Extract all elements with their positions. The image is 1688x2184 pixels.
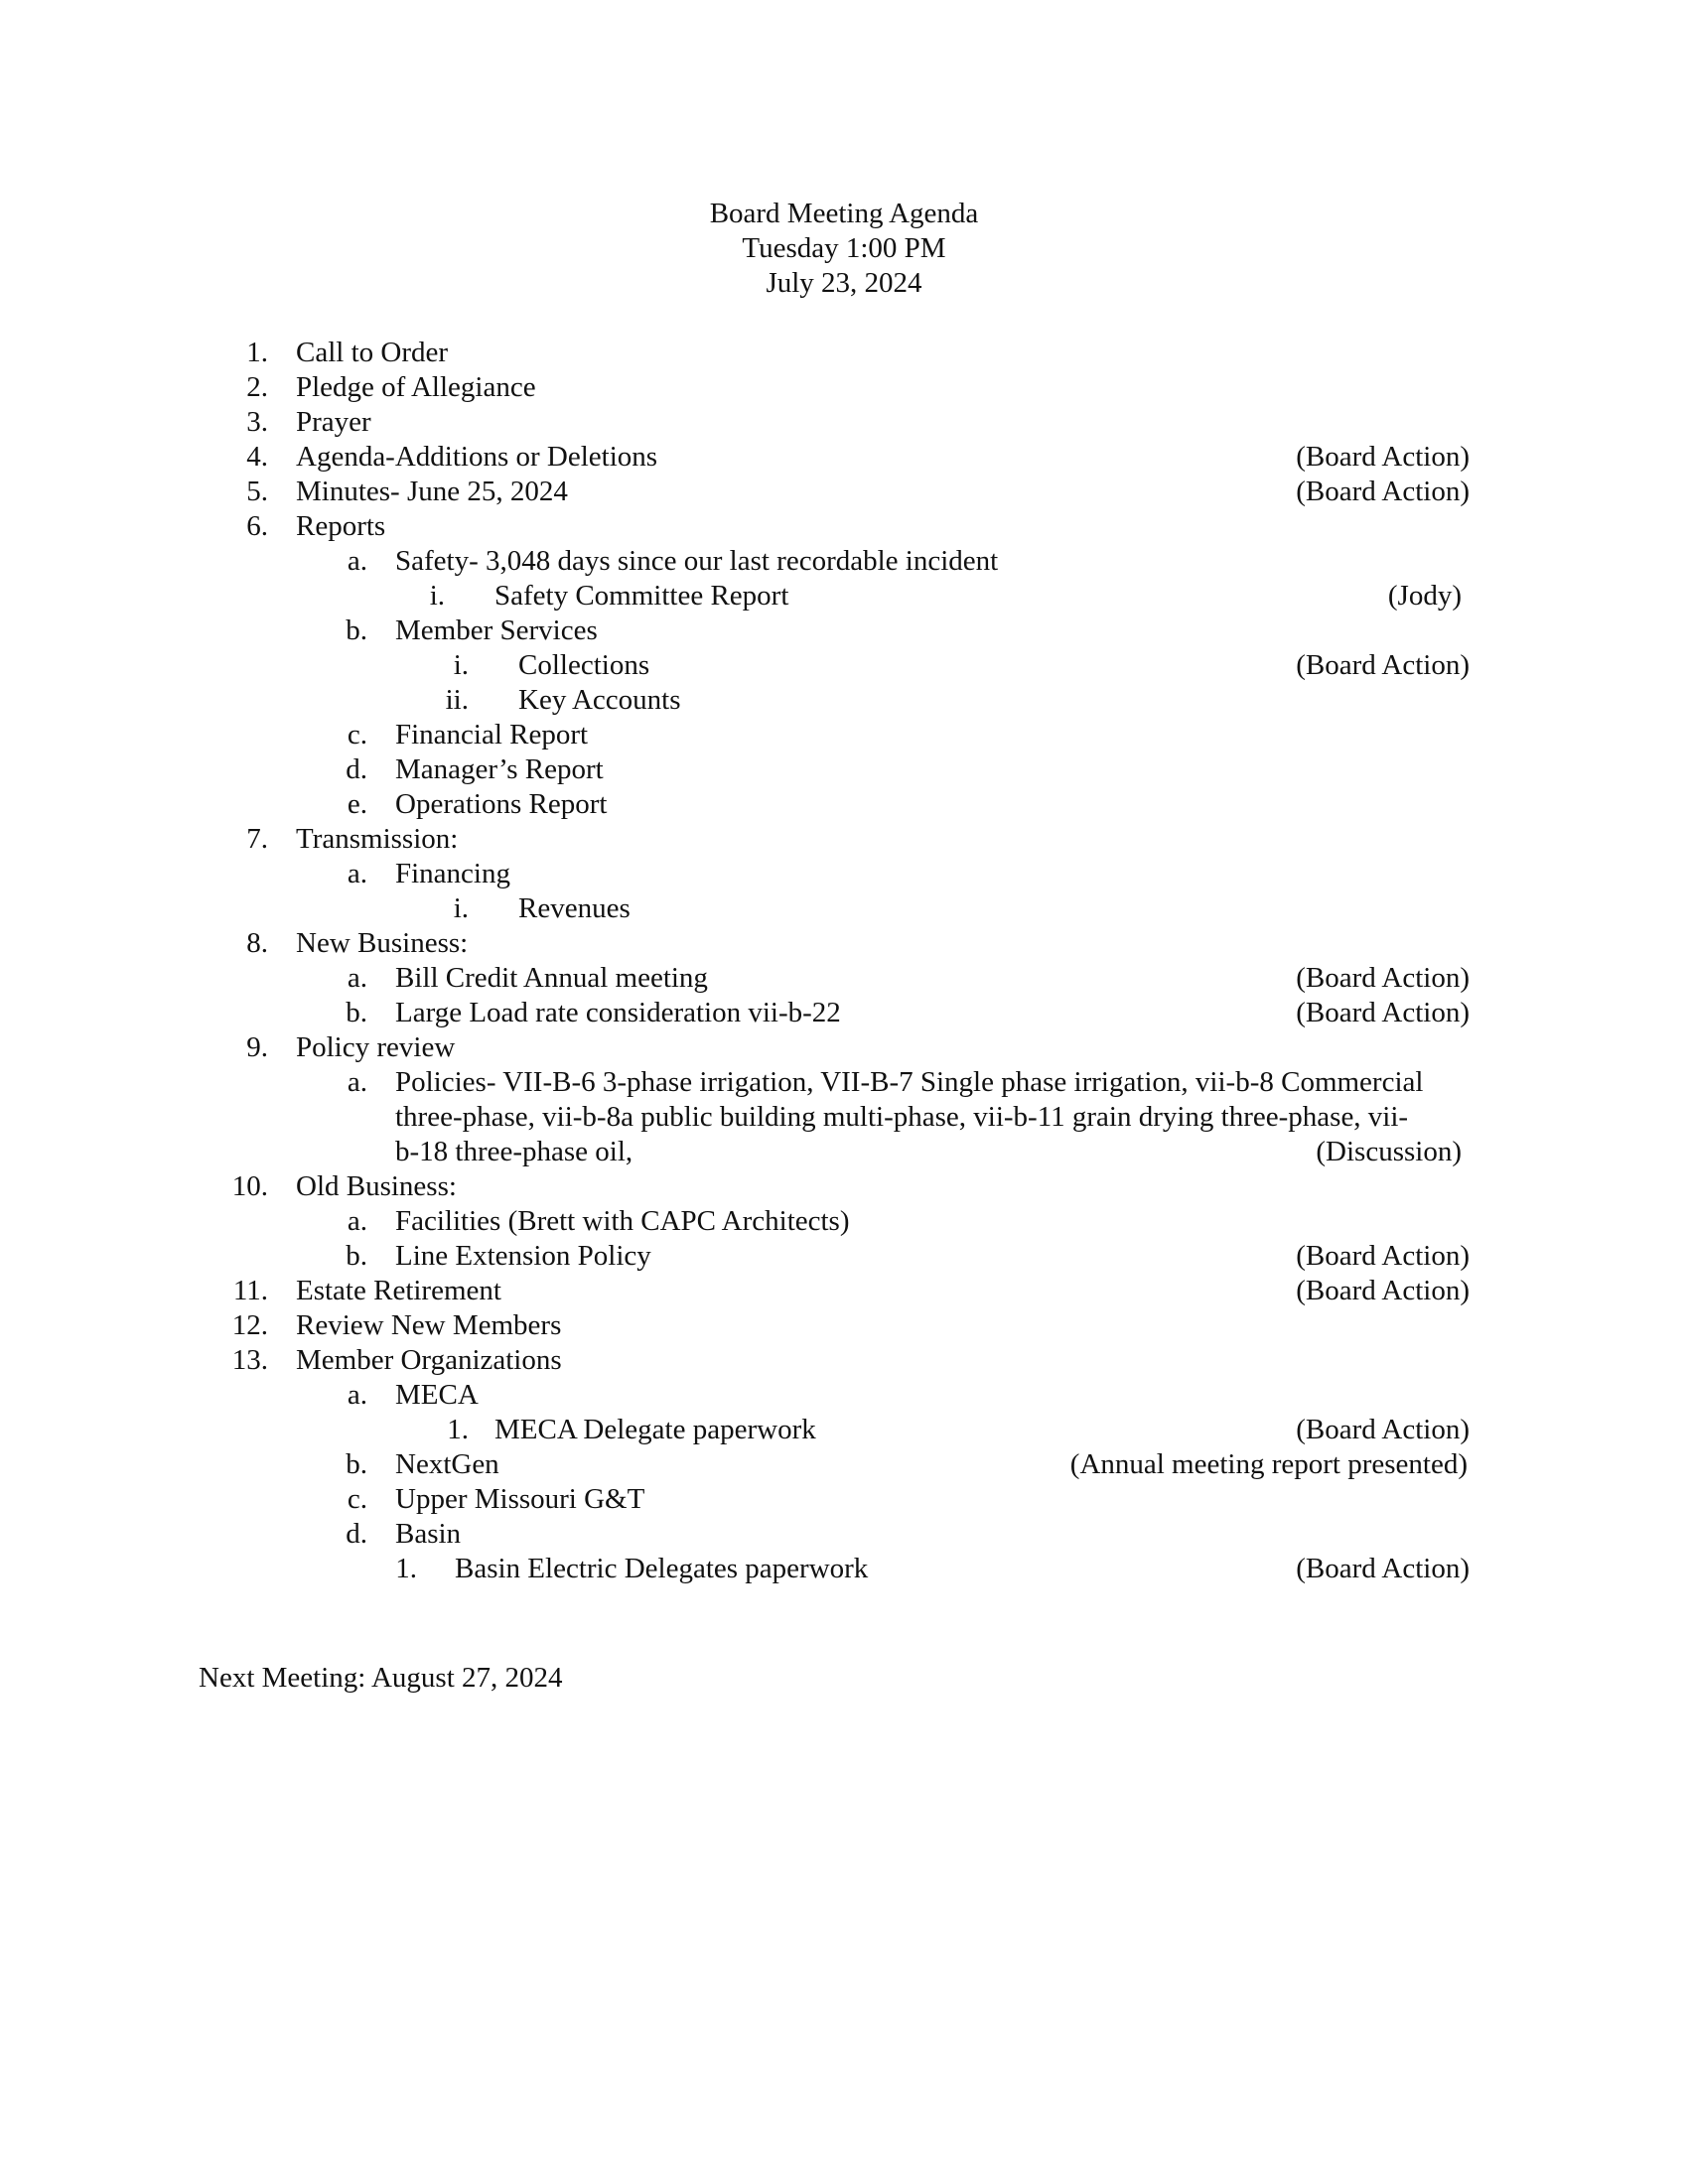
item-text: Pledge of Allegiance <box>296 371 536 403</box>
action-note: (Board Action) <box>1296 1553 1470 1584</box>
agenda-item <box>0 370 1688 405</box>
item-text: New Business: <box>296 927 469 959</box>
agenda-item <box>0 926 1688 961</box>
item-text: Transmission: <box>296 823 459 855</box>
item-text: Revenues <box>518 892 631 924</box>
item-text: Minutes- June 25, 2024 <box>296 476 568 507</box>
item-number: 4. <box>246 441 268 473</box>
item-text: MECA Delegate paperwork <box>494 1414 816 1445</box>
meeting-date: July 23, 2024 <box>766 267 922 299</box>
item-number: 3. <box>246 406 268 438</box>
item-text: MECA <box>395 1379 479 1411</box>
agenda-subsubitem <box>0 891 1688 926</box>
agenda-title: Board Meeting Agenda <box>709 198 979 229</box>
item-letter: d. <box>346 753 367 785</box>
agenda-subitem <box>0 718 1688 752</box>
item-letter: b. <box>346 1240 367 1272</box>
item-roman: ii. <box>445 684 469 716</box>
item-letter: c. <box>347 1483 367 1515</box>
item-roman: i. <box>453 892 469 924</box>
agenda-item <box>0 336 1688 370</box>
item-text: Policy review <box>296 1031 456 1063</box>
item-text: Financial Report <box>395 719 589 751</box>
agenda-item <box>0 1030 1688 1065</box>
item-text: Collections <box>518 649 650 681</box>
agenda-subitem <box>0 752 1688 787</box>
item-number: 1. <box>395 1553 417 1584</box>
action-note: (Board Action) <box>1296 1275 1470 1306</box>
item-text: Basin <box>395 1518 462 1550</box>
item-letter: d. <box>346 1518 367 1550</box>
item-text: Review New Members <box>296 1309 562 1341</box>
agenda-subitem <box>0 544 1688 579</box>
report-note: (Annual meeting report presented) <box>1069 1448 1468 1480</box>
agenda-item <box>0 1308 1688 1343</box>
item-number: 1. <box>447 1414 469 1445</box>
item-text: Prayer <box>296 406 371 438</box>
item-text: Bill Credit Annual meeting <box>395 962 708 994</box>
item-letter: c. <box>347 719 367 751</box>
item-text: Estate Retirement <box>296 1275 501 1306</box>
item-text: Upper Missouri G&T <box>395 1483 645 1515</box>
item-number: 12. <box>231 1309 268 1341</box>
agenda-item <box>0 1169 1688 1204</box>
item-letter: a. <box>347 1205 367 1237</box>
policy-line-3: b-18 three-phase oil, <box>395 1136 633 1167</box>
agenda-subitem <box>0 1378 1688 1413</box>
agenda-subitem <box>0 1517 1688 1552</box>
item-text: Manager’s Report <box>395 753 604 785</box>
item-number: 1. <box>246 337 268 368</box>
item-number: 10. <box>231 1170 268 1202</box>
item-roman: i. <box>453 649 469 681</box>
action-note: (Board Action) <box>1296 441 1470 473</box>
item-text: Member Organizations <box>296 1344 562 1376</box>
item-number: 11. <box>232 1275 268 1306</box>
item-text: Call to Order <box>296 337 449 368</box>
item-text: NextGen <box>395 1448 499 1480</box>
action-note: (Board Action) <box>1296 649 1470 681</box>
item-text: Line Extension Policy <box>395 1240 651 1272</box>
item-number: 8. <box>246 927 268 959</box>
item-letter: a. <box>347 545 367 577</box>
agenda-subitem <box>0 1065 1688 1100</box>
item-text: Safety Committee Report <box>494 580 789 612</box>
agenda-item <box>0 1343 1688 1378</box>
item-number: 13. <box>231 1344 268 1376</box>
item-number: 7. <box>246 823 268 855</box>
agenda-subitem <box>0 857 1688 891</box>
meeting-time: Tuesday 1:00 PM <box>742 232 946 264</box>
action-note: (Board Action) <box>1296 1240 1470 1272</box>
policy-line-1: Policies- VII-B-6 3-phase irrigation, VII-B-7 Single phase irrigation, vii-b-8 Commercial <box>395 1066 1424 1098</box>
presenter-note: (Jody) <box>1387 580 1462 612</box>
item-letter: b. <box>346 614 367 646</box>
item-letter: e. <box>347 788 367 820</box>
item-number: 2. <box>246 371 268 403</box>
action-note: (Board Action) <box>1296 962 1470 994</box>
item-text: Large Load rate consideration vii-b-22 <box>395 997 841 1028</box>
agenda-subitem <box>0 1204 1688 1239</box>
item-letter: a. <box>347 962 367 994</box>
item-text: Basin Electric Delegates paperwork <box>455 1553 869 1584</box>
agenda-subsubitem <box>0 683 1688 718</box>
policy-line-2: three-phase, vii-b-8a public building multi-phase, vii-b-11 grain drying three-phase, vii- <box>395 1101 1409 1133</box>
item-text: Safety- 3,048 days since our last recordable incident <box>395 545 999 577</box>
agenda-item <box>0 509 1688 544</box>
item-letter: b. <box>346 997 367 1028</box>
item-text: Member Services <box>395 614 598 646</box>
item-letter: a. <box>347 1379 367 1411</box>
item-text: Financing <box>395 858 510 889</box>
agenda-subitem <box>0 787 1688 822</box>
action-note: (Board Action) <box>1296 997 1470 1028</box>
action-note: (Board Action) <box>1296 1414 1470 1445</box>
action-note: (Board Action) <box>1296 476 1470 507</box>
agenda-subitem <box>0 1482 1688 1517</box>
item-text: Reports <box>296 510 386 542</box>
agenda-item <box>0 405 1688 440</box>
agenda-item <box>0 822 1688 857</box>
item-letter: a. <box>347 1066 367 1098</box>
item-text: Facilities (Brett with CAPC Architects) <box>395 1205 850 1237</box>
item-roman: i. <box>429 580 445 612</box>
agenda-subitem <box>0 614 1688 648</box>
item-letter: a. <box>347 858 367 889</box>
item-number: 9. <box>246 1031 268 1063</box>
item-text: Operations Report <box>395 788 608 820</box>
item-letter: b. <box>346 1448 367 1480</box>
discussion-note: (Discussion) <box>1316 1136 1462 1167</box>
item-number: 6. <box>246 510 268 542</box>
item-number: 5. <box>246 476 268 507</box>
item-text: Agenda-Additions or Deletions <box>296 441 658 473</box>
item-text: Old Business: <box>296 1170 457 1202</box>
item-text: Key Accounts <box>518 684 681 716</box>
next-meeting: Next Meeting: August 27, 2024 <box>199 1662 563 1694</box>
